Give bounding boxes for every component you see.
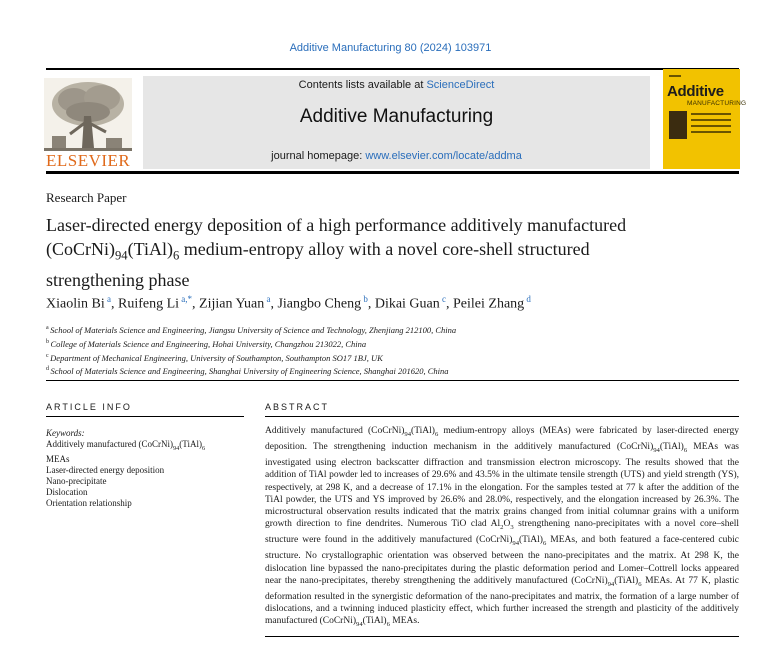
journal-cover-thumbnail[interactable]: [663, 69, 747, 169]
affiliation-mark: c: [46, 352, 51, 359]
keywords-list: [46, 439, 246, 509]
title-subscript-1: 94: [115, 248, 128, 263]
abstract-rule-bottom: [265, 636, 739, 637]
article-type: Research Paper: [46, 190, 127, 205]
contents-prefix: Contents lists available at: [298, 79, 427, 91]
sciencedirect-link[interactable]: ScienceDirect: [426, 79, 495, 91]
author-name[interactable]: Jiangbo Cheng: [277, 296, 362, 312]
title-part-3: medium-entropy alloy with a novel core-shell structured strengthening phase: [46, 239, 590, 290]
abstract-text: Additively manufactured $(CoCrNi)_{94}(TiAl)_6$ medium-entropy alloys (MEAs) were fabricated by laser-directed energy deposition. The strengthening induction mechanism in the additively manufactured $(CoCrNi)_{94}(TiAl)_6$ MEAs was investigated using electron backscatter diffraction and transmission electron microscopy. The results showed that the addition of TiAl powder led to increases of 29.6% and 43.5% in the ultimate tensile strength (UTS) and yield strength (YS), respectively, at 298 K, and a decrease of 17.1% in the elongation. For the samples tested at 77 k after the addition of the TiAl powder, the UTS and YS improved by 26.6% and 28.0%, respectively, and the elongation increased by 26.3%. The microstructural observation results indicated that the matrix grains changed from initial columnar grains with a uniform growth direction to fine dendrites. Numerous TiO clad $Al_2O_3$ strengthening nano-precipitates with a novel core–shell structure were found in the additively manufactured $(CoCrNi)_{94}(TiAl)_6$ MEAs, and both featured a face-centered cubic structure. No crystallographic orientation was observed between the nano-precipitates and the matrix. At 298 K, the dislocation line bypassed the nano-precipitates during the plastic deformation period and Lomer–Cottrell locks appeared near the nano-precipitates, thereby strengthening the additively manufactured $(CoCrNi)_{94}(TiAl)_6$ MEAs. At 77 K, plastic deformation resulted in the synergistic deformation of the nano-precipitates and matrix, the formation of a large number of dislocations, and a twinning induced plasticity effect, which further increased the strength and plasticity of the additively manufactured $(CoCrNi)_{94}(TiAl)_6$ MEAs.: [265, 426, 740, 629]
article-info-heading: ARTICLE INFO: [46, 402, 132, 412]
keyword-item: Orientation relationship: [46, 497, 132, 508]
author-list: Xiaolin Bi $^a$, Ruifeng Li $^{a,*}$, Zijian Yuan $^a$, Jiangbo Cheng $^b$, Dikai Guan $^c$, Peilei Zhang $^d$: [46, 294, 531, 312]
author-affiliation-mark[interactable]: a,*: [179, 294, 193, 304]
keyword-item: Nano-precipitate: [46, 475, 107, 486]
keyword-item: MEAs: [46, 453, 70, 464]
publisher-wordmark: ELSEVIER: [46, 151, 131, 170]
abstract-rule: [265, 416, 739, 417]
author-name[interactable]: Dikai Guan: [374, 296, 440, 312]
keyword-item: Laser-directed energy deposition: [46, 464, 165, 475]
homepage-line: [143, 150, 650, 162]
keyword-item: Dislocation: [46, 486, 88, 497]
header-rule-bottom: [46, 171, 739, 174]
affiliation-item: [46, 350, 456, 364]
affiliation-mark: a: [46, 325, 51, 331]
affiliation-text: School of Materials Science and Engineering, Jiangsu University of Science and Technology, Zhenjiang 212100, China: [50, 324, 457, 335]
cover-image-block: [669, 111, 687, 139]
affiliation-mark: b: [46, 338, 51, 345]
keywords-block: [46, 428, 246, 509]
title-part-1: Laser-directed energy deposition of a high performance additively manufactured (CoCrNi): [46, 215, 627, 259]
affiliation-item: [46, 336, 456, 350]
keywords-label: Keywords:: [46, 428, 85, 438]
author-affiliation-mark[interactable]: d: [524, 294, 531, 304]
author-name[interactable]: Xiaolin Bi: [46, 296, 105, 312]
abstract-heading: ABSTRACT: [265, 402, 330, 412]
author-name[interactable]: Ruifeng Li: [117, 296, 180, 312]
cover-text-lines: [691, 113, 731, 137]
header-rule-top: [46, 68, 739, 70]
affiliation-item: [46, 363, 456, 377]
article-info-rule: [46, 416, 244, 417]
journal-title: Additive Manufacturing: [299, 106, 494, 127]
section-rule: [46, 380, 739, 381]
affiliation-text: School of Materials Science and Engineering, Shanghai University of Engineering Science, Shanghai 201620, China: [50, 366, 449, 377]
author-affiliation-mark[interactable]: b: [361, 294, 368, 304]
contents-line: [143, 79, 650, 91]
title-part-2: (TiAl): [127, 239, 173, 259]
cover-subtitle: MANUFACTURING: [687, 100, 747, 107]
article-title: [46, 213, 686, 292]
journal-citation[interactable]: Additive Manufacturing 80 (2024) 103971: [289, 42, 492, 54]
homepage-link[interactable]: www.elsevier.com/locate/addma: [365, 150, 522, 162]
affiliation-list: [46, 322, 456, 377]
title-subscript-2: 6: [172, 248, 180, 263]
keyword-item: Additively manufactured $(CoCrNi)_{94}(TiAl)_6$: [46, 439, 206, 452]
affiliation-text: Department of Mechanical Engineering, University of Southampton, Southampton SO17 1BJ, UK: [50, 352, 383, 363]
cover-mark: [669, 75, 681, 77]
author-affiliation-mark[interactable]: c: [439, 294, 447, 304]
affiliation-item: [46, 322, 456, 336]
homepage-prefix: journal homepage:: [271, 150, 366, 162]
author-affiliation-mark[interactable]: a: [104, 294, 111, 304]
author-name[interactable]: Peilei Zhang: [453, 296, 525, 312]
affiliation-text: College of Materials Science and Engineering, Hohai University, Changzhou 213022, China: [50, 338, 367, 349]
cover-title: Additive: [667, 83, 724, 100]
author-name[interactable]: Zijian Yuan: [199, 296, 265, 312]
affiliation-mark: d: [46, 366, 51, 373]
author-affiliation-mark[interactable]: a: [264, 294, 271, 304]
